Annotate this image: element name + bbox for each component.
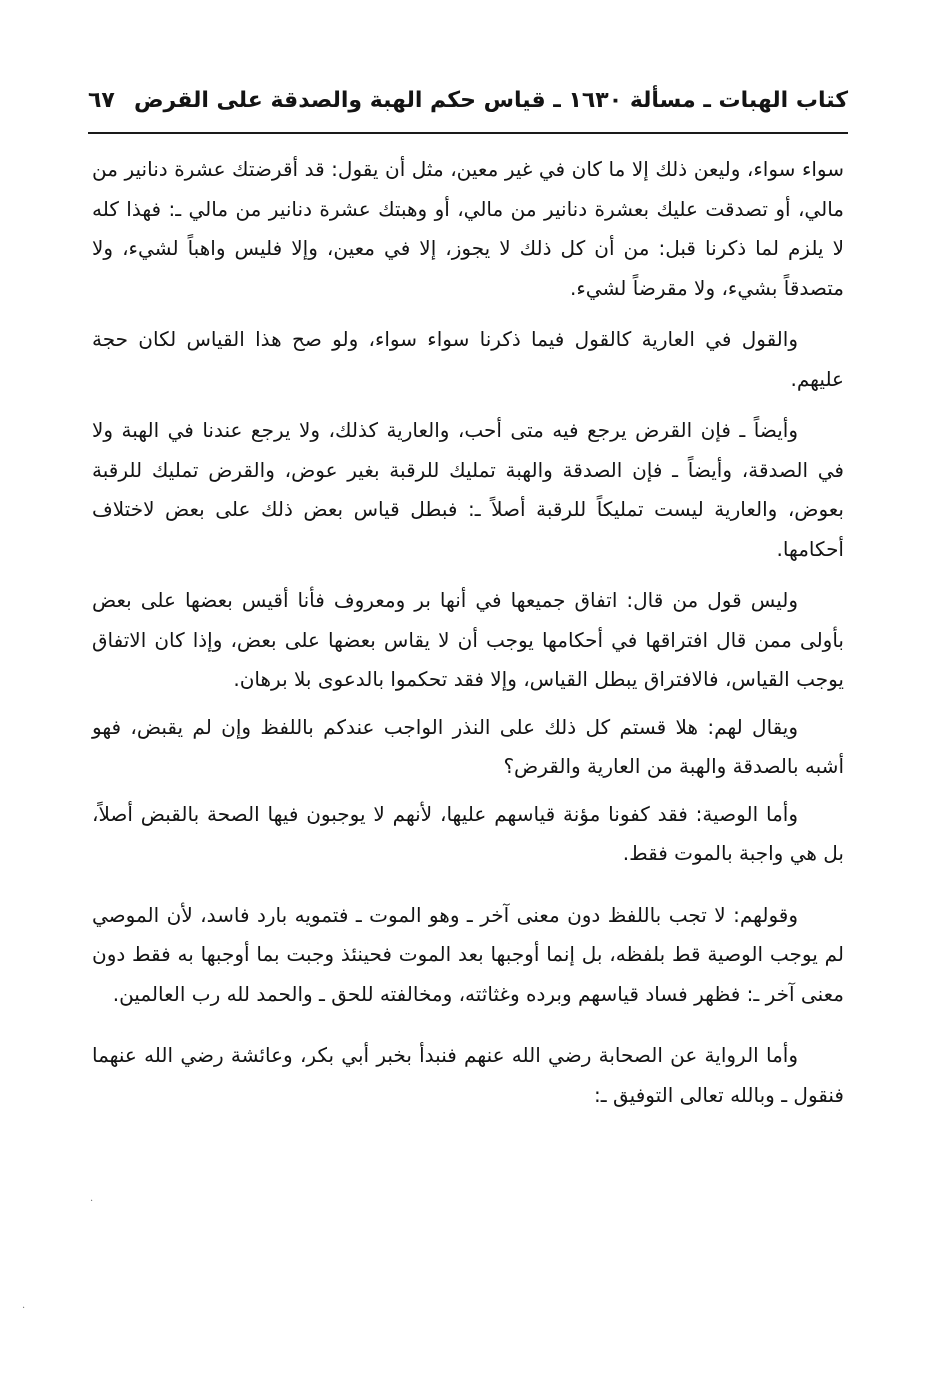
paragraph-3: وأيضاً ـ فإن القرض يرجع فيه متى أحب، والعارية كذلك، ولا يرجع عندنا في الهبة ولا في الصدقة، وأيضاً ـ فإن الصدقة والهبة تمليك للرقبة بغير عوض، والقرض تمليك للرقبة بعوض، والعارية ليست تمليكاً للرقبة أصلاً ـ: فبطل قياس بعض ذلك على بعض لاختلاف أحكامها. [92, 418, 844, 561]
scan-speck: · [22, 1303, 26, 1314]
page-number: ٦٧ [88, 88, 115, 113]
header-rule [88, 132, 848, 134]
running-title: كتاب الهبات ـ مسألة ١٦٣٠ ـ قياس حكم الهبة والصدقة على القرض [133, 88, 848, 113]
page-header [88, 82, 848, 128]
paragraph-1: سواء سواء، وليعن ذلك إلا ما كان في غير معين، مثل أن يقول: قد أقرضتك عشرة دنانير من مالي، أو تصدقت عليك بعشرة دنانير من مالي، أو وهبتك عشرة دنانير من مالي ـ: فهذا كله لا يلزم لما ذكرنا قبل: من أن كل ذلك لا يجوز، إلا في معين، وإلا فليس واهباً لشيء، ولا متصدقاً بشيء، ولا مقرضاً لشيء. [92, 157, 844, 300]
paragraph-2: والقول في العارية كالقول فيما ذكرنا سواء سواء، ولو صح هذا القياس لكان حجة عليهم. [92, 327, 844, 391]
scan-speck: · [90, 1196, 94, 1207]
body-text [92, 150, 844, 1115]
paragraph-4: وليس قول من قال: اتفاق جميعها في أنها بر ومعروف فأنا أقيس بعضها على بعض بأولى ممن قال افتراقها في أحكامها يوجب أن لا يقاس بعضها على بعض، وإذا كان الاتفاق يوجب القياس، فالافتراق يبطل القياس، وإلا فقد تحكموا بالدعوى بلا برهان. [92, 588, 844, 691]
paragraph-5: ويقال لهم: هلا قستم كل ذلك على النذر الواجب عندكم باللفظ وإن لم يقبض، فهو أشبه بالصدقة والهبة من العارية والقرض؟ [92, 714, 844, 778]
paragraph-6: وأما الوصية: فقد كفونا مؤنة قياسهم عليها، لأنهم لا يوجبون فيها الصحة بالقبض أصلاً، بل هي واجبة بالموت فقط. [92, 801, 844, 865]
paragraph-8: وأما الرواية عن الصحابة رضي الله عنهم فنبدأ بخبر أبي بكر، وعائشة رضي الله عنهما فنقول ـ وبالله تعالى التوفيق ـ: [92, 1043, 844, 1107]
paragraph-7: وقولهم: لا تجب باللفظ دون معنى آخر ـ وهو الموت ـ فتمويه بارد فاسد، لأن الموصي لم يوجب الوصية قط بلفظه، بل إنما أوجبها بعد الموت فحينئذ وجبت بما أوجبها به فقط دون معنى آخر ـ: فظهر فساد قياسهم وبرده وغثاثته، ومخالفته للحق ـ والحمد لله رب العالمين. [92, 902, 844, 1006]
